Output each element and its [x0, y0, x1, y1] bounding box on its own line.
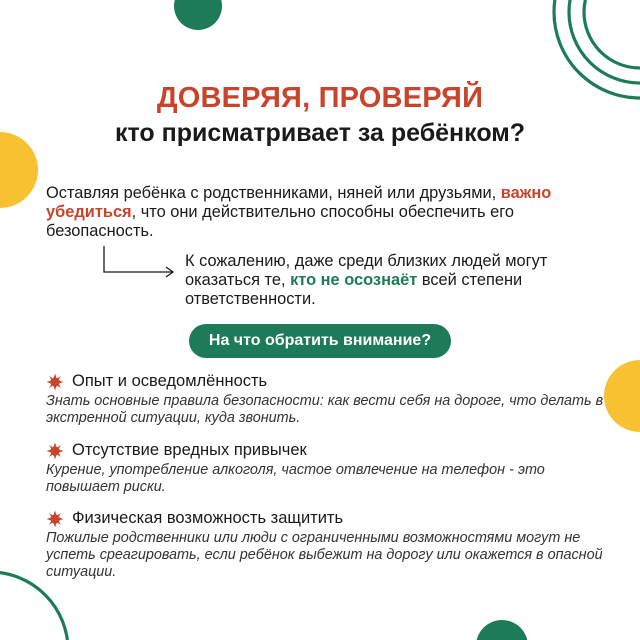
sun-bullet-icon: [46, 442, 64, 460]
note-paragraph: [185, 252, 585, 309]
note-text-start: К сожалению, даже среди близких людей могут оказаться те,: [185, 252, 548, 289]
sun-bullet-icon: [46, 510, 64, 528]
attention-pill: На что обратить внимание?: [189, 324, 451, 358]
bottom-right-green-circle: [476, 620, 528, 640]
bent-arrow-icon: [104, 246, 173, 277]
note-text-end: всей степени ответственности.: [185, 271, 523, 308]
item-title-habits: Отсутствие вредных привычек: [72, 441, 307, 459]
item-title-experience: Опыт и осведомлённость: [72, 372, 268, 390]
bottom-left-arc: [0, 572, 68, 640]
sun-bullet-icon: [46, 373, 64, 391]
right-yellow-circle: [604, 360, 640, 432]
intro-text-start: Оставляя ребёнка с родственниками, няней или друзьями,: [46, 184, 497, 202]
page-title: ДОВЕРЯЯ, ПРОВЕРЯЙ: [156, 82, 484, 114]
intro-highlight: важно убедиться: [46, 184, 552, 221]
note-highlight: кто не осознаёт: [290, 271, 418, 289]
intro-paragraph: [46, 184, 606, 241]
page-subtitle: кто присматривает за ребёнком?: [114, 119, 526, 147]
item-desc-physical: Пожилые родственники или люди с ограниченными возможностями могут не успеть среагировать, если ребёнок выбежит на дорогу или окажется в опасной ситуации.: [46, 530, 603, 580]
intro-text-end: , что они действительно способны обеспечить его безопасность.: [46, 203, 514, 240]
item-title-physical: Физическая возможность защитить: [72, 509, 344, 527]
item-desc-experience: Знать основные правила безопасности: как вести себя на дороге, что делать в экстренной ситуации, куда звонить.: [46, 393, 604, 426]
item-desc-habits: Курение, употребление алкоголя, частое отвлечение на телефон - это повышает риски.: [46, 462, 545, 495]
top-green-circle: [174, 0, 222, 30]
